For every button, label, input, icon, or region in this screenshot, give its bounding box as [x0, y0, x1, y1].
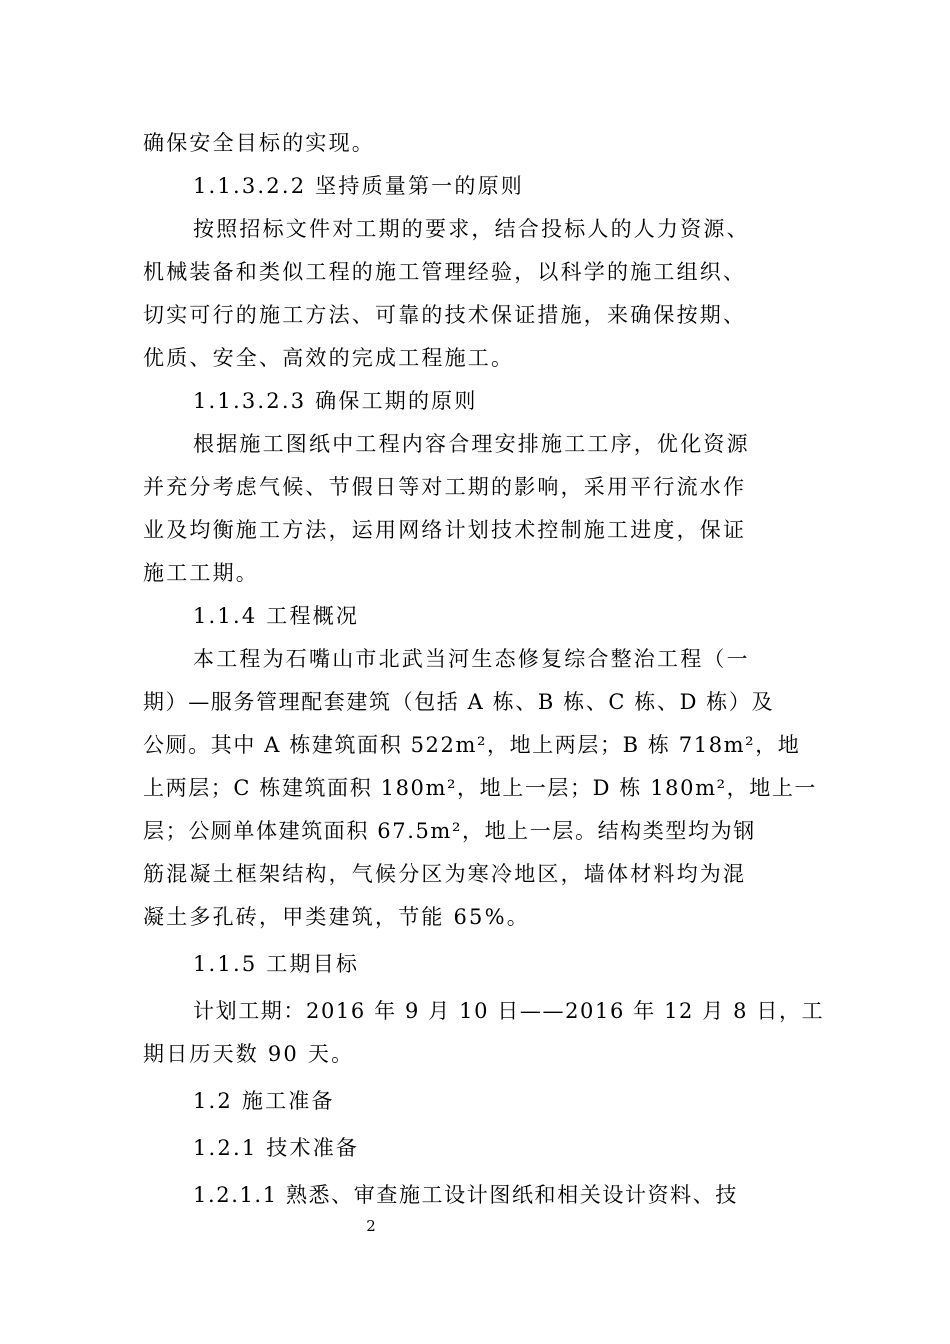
text-line: 优质、安全、高效的完成工程施工。	[143, 346, 515, 370]
text-line: 施工工期。	[143, 561, 259, 585]
text-line: 根据施工图纸中工程内容合理安排施工工序，优化资源	[193, 432, 750, 456]
text-line: 按照招标文件对工期的要求，结合投标人的人力资源、	[193, 217, 750, 241]
text-line: 1.2.1.1 熟悉、审查施工设计图纸和相关设计资料、技	[193, 1183, 738, 1207]
text-line: 计划工期：2016 年 9 月 10 日——2016 年 12 月 8 日，工	[193, 999, 825, 1023]
section-heading: 1.1.5 工期目标	[193, 952, 360, 976]
text-line: 业及均衡施工方法，运用网络计划技术控制施工进度，保证	[143, 518, 747, 542]
text-line: 本工程为石嘴山市北武当河生态修复综合整治工程（一	[193, 647, 750, 671]
text-line: 切实可行的施工方法、可靠的技术保证措施，来确保按期、	[143, 303, 747, 327]
text-line: 凝土多孔砖，甲类建筑，节能 65%。	[143, 905, 530, 929]
text-line: 确保安全目标的实现。	[143, 131, 375, 155]
text-line: 筋混凝土框架结构，气候分区为寒冷地区，墙体材料均为混	[143, 862, 747, 886]
section-heading: 1.1.3.2.3 确保工期的原则	[193, 389, 478, 413]
text-line: 期）—服务管理配套建筑（包括 A 栋、B 栋、C 栋、D 栋）及	[143, 690, 775, 714]
section-heading: 1.2 施工准备	[193, 1089, 335, 1113]
text-line: 期日历天数 90 天。	[143, 1042, 355, 1066]
text-line: 公厕。其中 A 栋建筑面积 522m²，地上两层；B 栋 718m²，地	[143, 733, 801, 757]
section-heading: 1.2.1 技术准备	[193, 1136, 360, 1160]
page-number: 2	[366, 1217, 376, 1235]
text-line: 并充分考虑气候、节假日等对工期的影响，采用平行流水作	[143, 475, 747, 499]
text-line: 上两层；C 栋建筑面积 180m²，地上一层；D 栋 180m²，地上一	[143, 776, 818, 800]
text-line: 层；公厕单体建筑面积 67.5m²，地上一层。结构类型均为钢	[143, 819, 756, 843]
section-heading: 1.1.3.2.2 坚持质量第一的原则	[193, 174, 524, 198]
document-body	[143, 122, 825, 1217]
text-line: 机械装备和类似工程的施工管理经验，以科学的施工组织、	[143, 260, 747, 284]
section-heading: 1.1.4 工程概况	[193, 604, 360, 628]
